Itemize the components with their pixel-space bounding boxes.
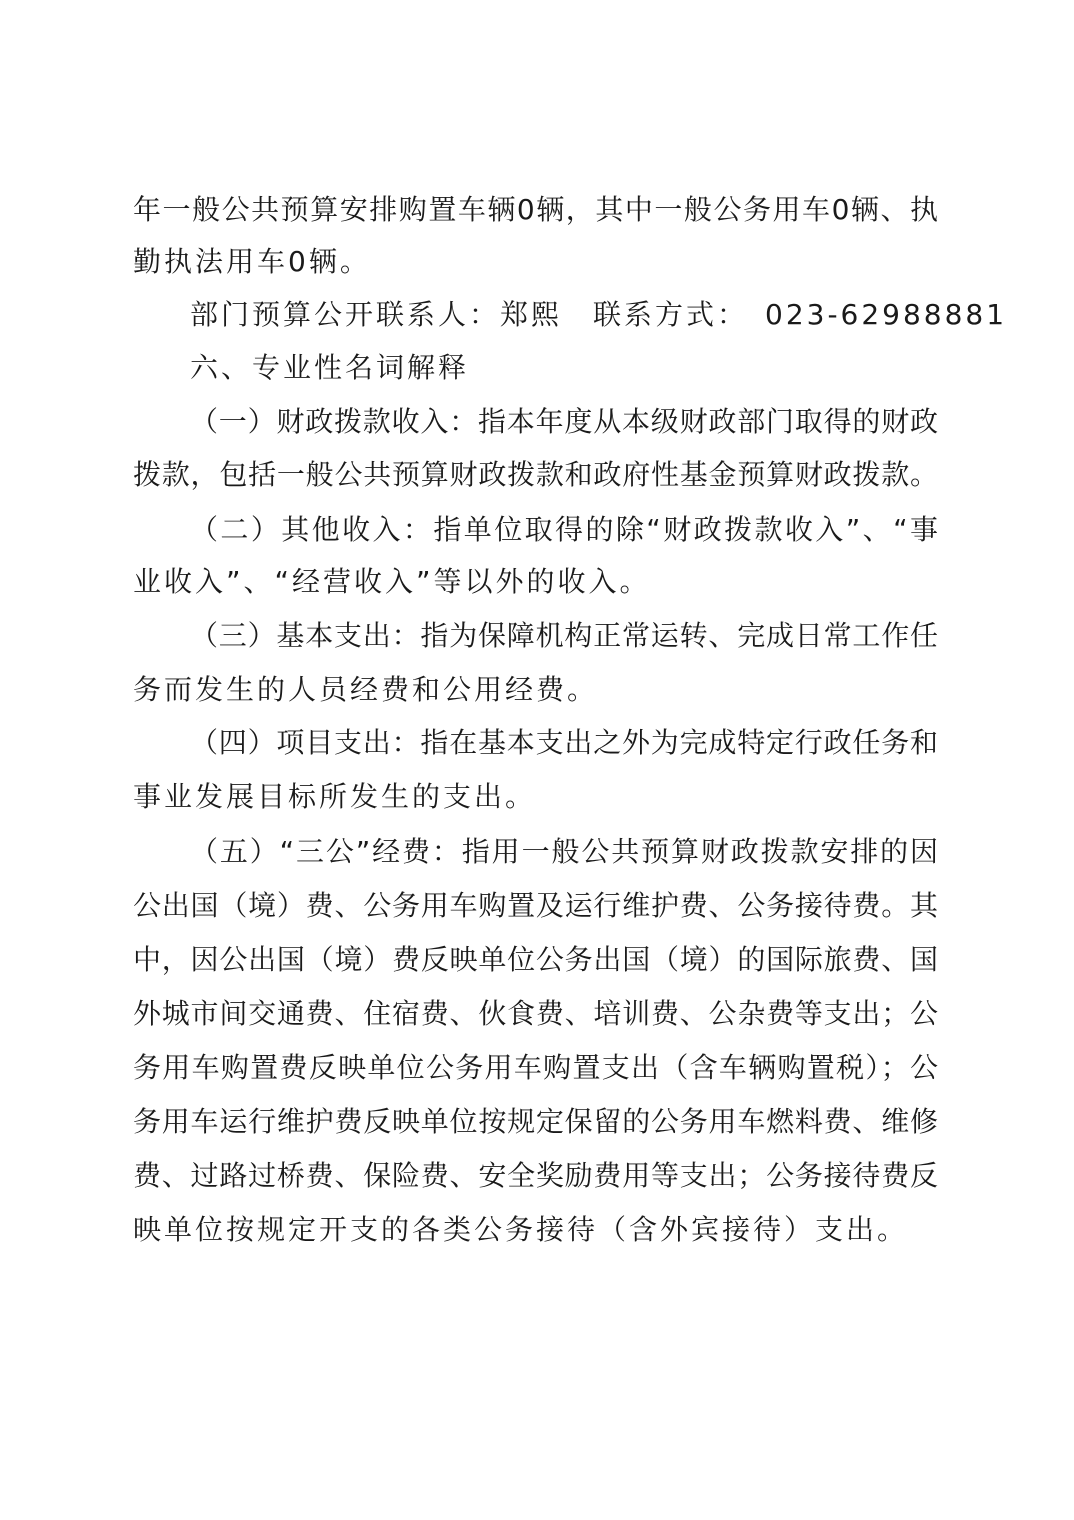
paragraph-line: （二）其他收入：指单位取得的除“财政拨款收入”、“事	[190, 513, 938, 546]
paragraph-line: （一）财政拨款收入：指本年度从本级财政部门取得的财政	[190, 405, 938, 438]
section-heading: 六、专业性名词解释	[190, 351, 470, 384]
contact-line: 部门预算公开联系人：郑熙 联系方式： 023-62988881	[190, 298, 1008, 331]
paragraph-line: 务用车购置费反映单位公务用车购置支出（含车辆购置税）；公	[133, 1051, 938, 1084]
paragraph-line: 事业发展目标所发生的支出。	[133, 780, 537, 813]
paragraph-line: （五）“三公”经费：指用一般公共预算财政拨款安排的因	[190, 835, 938, 868]
paragraph-line: 勤执法用车0辆。	[133, 245, 371, 278]
paragraph-line: 费、过路过桥费、保险费、安全奖励费用等支出；公务接待费反	[133, 1159, 938, 1192]
paragraph-line: 映单位按规定开支的各类公务接待（含外宾接待）支出。	[133, 1213, 909, 1246]
paragraph-line: 公出国（境）费、公务用车购置及运行维护费、公务接待费。其	[133, 889, 938, 922]
paragraph-line: 年一般公共预算安排购置车辆0辆，其中一般公务用车0辆、执	[133, 193, 938, 226]
paragraph-line: （四）项目支出：指在基本支出之外为完成特定行政任务和	[190, 726, 938, 759]
paragraph-line: 业收入”、“经营收入”等以外的收入。	[133, 565, 651, 598]
paragraph-line: （三）基本支出：指为保障机构正常运转、完成日常工作任	[190, 619, 938, 652]
paragraph-line: 务用车运行维护费反映单位按规定保留的公务用车燃料费、维修	[133, 1105, 938, 1138]
paragraph-line: 外城市间交通费、住宿费、伙食费、培训费、公杂费等支出；公	[133, 997, 938, 1030]
paragraph-line: 中，因公出国（境）费反映单位公务出国（境）的国际旅费、国	[133, 943, 938, 976]
paragraph-line: 拨款，包括一般公共预算财政拨款和政府性基金预算财政拨款。	[133, 458, 938, 491]
paragraph-line: 务而发生的人员经费和公用经费。	[133, 673, 599, 706]
